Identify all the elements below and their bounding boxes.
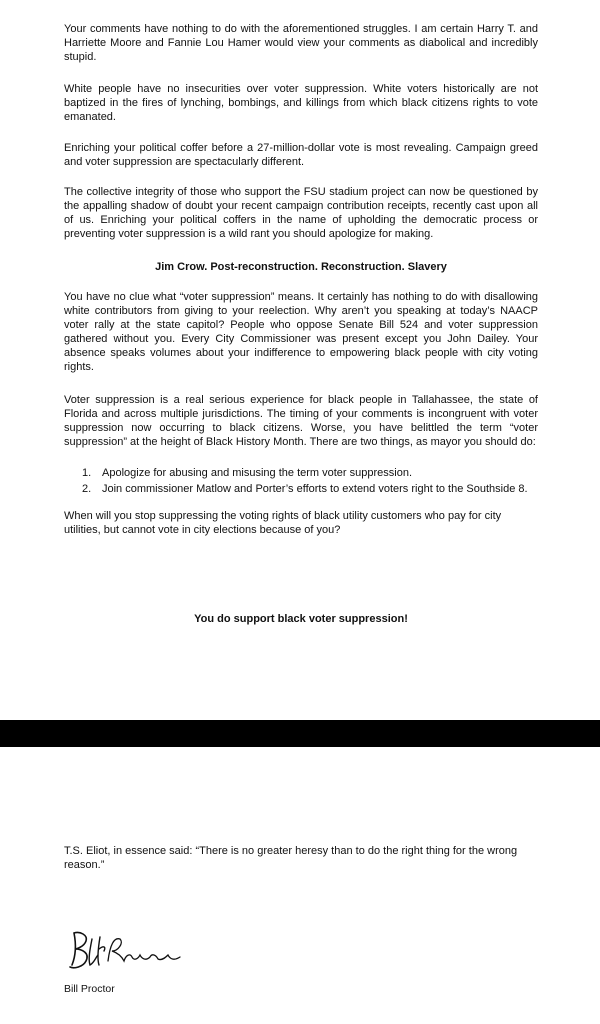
list-text: Join commissioner Matlow and Porter’s efforts to extend voters right to the Southside 8. bbox=[102, 483, 528, 495]
paragraph-white-people: White people have no insecurities over voter suppression. White voters historically are not baptized in the fires of lynching, bombings, and killings from which black citizens rights to vote emanated. bbox=[64, 83, 538, 123]
action-list bbox=[82, 465, 542, 497]
list-item bbox=[82, 481, 542, 497]
paragraph-political-coffer: Enriching your political coffer before a 27-million-dollar vote is most revealing. Campaign greed and voter suppression are spectacularly different. bbox=[64, 142, 538, 168]
list-number: 1. bbox=[82, 467, 92, 479]
bold-statement: You do support black voter suppression! bbox=[194, 613, 408, 625]
list-item bbox=[82, 465, 542, 481]
paragraph-fsu-stadium: The collective integrity of those who support the FSU stadium project can now be questioned by the appalling shadow of doubt your recent campaign contribution receipts, recently cast upon all of us. Enriching your political coffers in the name of upholding the democratic process or preventing voter suppression is a wild rant you should apologize for making. bbox=[64, 186, 538, 240]
closing-question: When will you stop suppressing the voting rights of black utility customers who pay for city utilities, but cannot vote in city elections because of you? bbox=[64, 510, 502, 536]
signer-name: Bill Proctor bbox=[64, 983, 115, 995]
page-divider-bar bbox=[0, 720, 600, 747]
eliot-quote: T.S. Eliot, in essence said: “There is no greater heresy than to do the right thing for the wrong reason.” bbox=[64, 845, 518, 871]
handwritten-signature bbox=[66, 927, 186, 973]
section-heading: Jim Crow. Post-reconstruction. Reconstruction. Slavery bbox=[155, 261, 447, 273]
list-text: Apologize for abusing and misusing the term voter suppression. bbox=[102, 467, 413, 479]
paragraph-real-experience: Voter suppression is a real serious experience for black people in Tallahassee, the state of Florida and across multiple jurisdictions. The timing of your comments is incongruent with voter suppression now occurring to black citizens. Worse, you have belittled the term “voter suppression” at the height of Black History Month. There are two things, as mayor you should do: bbox=[64, 394, 538, 448]
paragraph-voter-suppression-meaning: You have no clue what “voter suppression” means. It certainly has nothing to do with disallowing white contributors from giving to your reelection. Why aren’t you speaking at today’s NAACP voter rally at the state capitol? People who oppose Senate Bill 524 and voter suppression gathered without you. Every City Commissioner was present except you John Dailey. Your absence speaks volumes about your indifference to empowering black people with city voting rights. bbox=[64, 291, 538, 373]
list-number: 2. bbox=[82, 483, 92, 495]
letter-page-2 bbox=[0, 747, 600, 1024]
paragraph-struggles: Your comments have nothing to do with the aforementioned struggles. I am certain Harry T. and Harriette Moore and Fannie Lou Hamer would view your comments as diabolical and incredibly stupid. bbox=[64, 23, 538, 63]
